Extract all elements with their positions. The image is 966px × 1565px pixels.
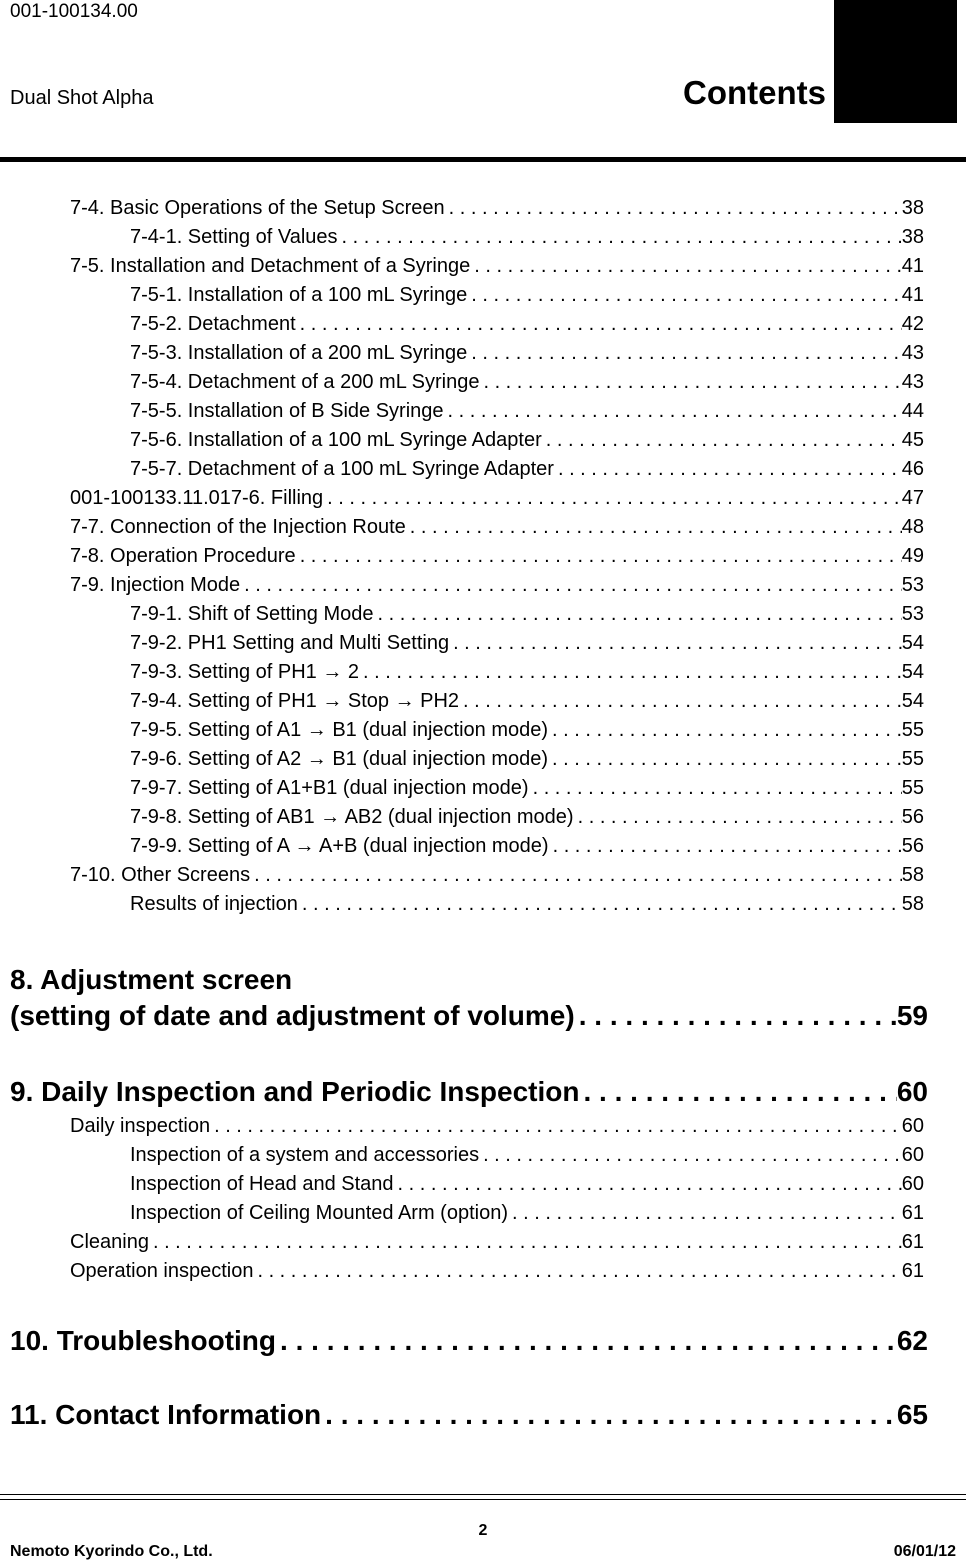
- toc-entry-title: 7-5-6. Installation of a 100 mL Syringe Adapter: [130, 429, 542, 451]
- toc-entry-page: 41: [901, 255, 924, 277]
- toc-dot-leader: [210, 1115, 902, 1138]
- toc-entry: [70, 516, 924, 539]
- toc-entry: [70, 1260, 924, 1283]
- toc-entry-title: 7-9-8. Setting of AB1 → AB2 (dual injection mode): [130, 806, 574, 828]
- toc-entry-title: 7-5-2. Detachment: [130, 313, 296, 335]
- toc-dot-leader: [149, 1231, 902, 1254]
- toc-entry-title: 7-7. Connection of the Injection Route: [70, 516, 406, 538]
- toc-dot-leader: [467, 284, 902, 307]
- toc-entry-page: 43: [901, 342, 924, 364]
- toc-entry: [130, 748, 924, 771]
- toc-entry-title: Inspection of Ceiling Mounted Arm (option): [130, 1202, 508, 1224]
- toc-entry: [130, 342, 924, 365]
- toc-entry: [130, 1202, 924, 1225]
- toc-entry-page: 62: [896, 1325, 928, 1356]
- toc-dot-leader: [444, 400, 902, 423]
- toc-entry: [130, 313, 924, 336]
- toc-dot-leader: [479, 1144, 902, 1167]
- toc-entry-page: 41: [901, 284, 924, 306]
- toc-dot-leader: [467, 342, 902, 365]
- toc-dot-leader: [240, 574, 902, 597]
- page-number: 2: [478, 1522, 488, 1539]
- toc-entry-title: 7-5-5. Installation of B Side Syringe: [130, 400, 444, 422]
- toc-dot-leader: [323, 487, 902, 510]
- toc-dot-leader: [508, 1202, 902, 1225]
- toc-entry-page: 65: [896, 1399, 928, 1430]
- toc-entry-page: 47: [901, 487, 924, 509]
- toc-dot-leader: [449, 632, 902, 655]
- toc-dot-leader: [296, 545, 902, 568]
- toc-entry-title: 7-8. Operation Procedure: [70, 545, 296, 567]
- toc-entry: [130, 777, 924, 800]
- toc-dot-leader: [298, 893, 902, 916]
- toc-entry: [130, 458, 924, 481]
- toc-entry-page: 48: [901, 516, 924, 538]
- toc-entry-title: 7-5-4. Detachment of a 200 mL Syringe: [130, 371, 480, 393]
- toc-entry: [130, 284, 924, 307]
- toc-entry-title: 7-9-3. Setting of PH1 → 2: [130, 661, 360, 683]
- toc-dot-leader: [250, 864, 902, 887]
- product-name: Dual Shot Alpha: [10, 87, 154, 109]
- toc-entry-page: 61: [901, 1202, 924, 1224]
- toc-entry-title: 001-100133.11.017-6. Filling: [70, 487, 324, 509]
- toc-entry-page: 61: [901, 1260, 924, 1282]
- toc-entry: [10, 1076, 928, 1108]
- toc-entry-title: 7-9-9. Setting of A → A+B (dual injection mode): [130, 835, 549, 857]
- toc-entry: [10, 964, 292, 996]
- document-date: 06/01/12: [893, 1543, 956, 1560]
- toc-entry-page: 60: [901, 1173, 924, 1195]
- toc-dot-leader: [470, 255, 902, 278]
- toc-entry: [130, 719, 924, 742]
- toc-entry: [10, 1000, 928, 1032]
- toc-entry-page: 54: [901, 690, 924, 712]
- toc-dot-leader: [574, 806, 902, 829]
- toc-entry-title: 7-5-7. Detachment of a 100 mL Syringe Adapter: [130, 458, 554, 480]
- toc-entry-page: 44: [901, 400, 924, 422]
- toc-entry-title: 7-9-4. Setting of PH1 → Stop → PH2: [130, 690, 460, 712]
- toc-entry-title: 9. Daily Inspection and Periodic Inspection: [10, 1076, 580, 1107]
- toc-dot-leader: [394, 1173, 902, 1196]
- toc-entry-page: 59: [896, 1000, 928, 1031]
- toc-entry-title: 10. Troubleshooting: [10, 1325, 277, 1356]
- toc-dot-leader: [459, 690, 902, 713]
- toc-entry: [130, 400, 924, 423]
- toc-dot-leader: [406, 516, 902, 539]
- toc-entry-page: 38: [901, 197, 924, 219]
- toc-entry: [130, 806, 924, 829]
- toc-entry: [130, 893, 924, 916]
- toc-entry-title: 7-4-1. Setting of Values: [130, 226, 338, 248]
- toc-entry: [70, 487, 924, 510]
- toc-entry: [130, 429, 924, 452]
- toc-dot-leader: [548, 748, 902, 771]
- toc-entry-page: 56: [901, 835, 924, 857]
- toc-entry-page: 55: [901, 719, 924, 741]
- toc-entry-page: 53: [901, 603, 924, 625]
- section-tab-marker: [834, 0, 957, 123]
- toc-entry-page: 60: [896, 1076, 928, 1107]
- toc-entry-page: 46: [901, 458, 924, 480]
- toc-entry-page: 42: [901, 313, 924, 335]
- toc-entry: [10, 1399, 928, 1431]
- toc-entry-title: 11. Contact Information: [10, 1399, 322, 1430]
- toc-entry-page: 38: [901, 226, 924, 248]
- footer-rule: [0, 1499, 966, 1500]
- toc-entry-title: Results of injection: [130, 893, 298, 915]
- toc-entry-title: 7-9-5. Setting of A1 → B1 (dual injection mode): [130, 719, 549, 741]
- toc-entry-title: 7-10. Other Screens: [70, 864, 251, 886]
- toc-dot-leader: [542, 429, 902, 452]
- toc-entry: [130, 661, 924, 684]
- toc-entry: [130, 1173, 924, 1196]
- toc-dot-leader: [549, 835, 902, 858]
- toc-entry-title: 7-9-1. Shift of Setting Mode: [130, 603, 374, 625]
- toc-entry-page: 56: [901, 806, 924, 828]
- toc-entry-page: 55: [901, 777, 924, 799]
- toc-entry: [70, 197, 924, 220]
- toc-entry: [130, 1144, 924, 1167]
- toc-entry-title: 7-5-3. Installation of a 200 mL Syringe: [130, 342, 468, 364]
- toc-entry-title: Inspection of Head and Stand: [130, 1173, 394, 1195]
- toc-entry-page: 58: [901, 893, 924, 915]
- toc-entry: [70, 1115, 924, 1138]
- header-rule: [0, 157, 966, 162]
- toc-entry-title: Daily inspection: [70, 1115, 211, 1137]
- footer-rule: [0, 1494, 966, 1495]
- toc-dot-leader: [359, 661, 902, 684]
- toc-dot-leader: [548, 719, 902, 742]
- toc-entry-title: 7-5-1. Installation of a 100 mL Syringe: [130, 284, 468, 306]
- toc-entry-page: 54: [901, 661, 924, 683]
- toc-entry: [70, 1231, 924, 1254]
- section-title: Contents: [683, 74, 826, 111]
- toc-entry-page: 60: [901, 1115, 924, 1137]
- toc-entry-page: 61: [901, 1231, 924, 1253]
- toc-entry: [130, 226, 924, 249]
- toc-entry-title: 7-9-6. Setting of A2 → B1 (dual injection mode): [130, 748, 549, 770]
- toc-entry-title: 7-5. Installation and Detachment of a Syringe: [70, 255, 471, 277]
- toc-entry-title: Inspection of a system and accessories: [130, 1144, 480, 1166]
- toc-entry-page: 54: [901, 632, 924, 654]
- toc-entry: [10, 1325, 928, 1357]
- toc-dot-leader: [575, 1000, 897, 1032]
- company-name: Nemoto Kyorindo Co., Ltd.: [10, 1543, 213, 1560]
- toc-dot-leader: [338, 226, 902, 249]
- toc-entry-page: 45: [901, 429, 924, 451]
- toc-entry-page: 49: [901, 545, 924, 567]
- toc-entry-title: 7-9-2. PH1 Setting and Multi Setting: [130, 632, 450, 654]
- toc-dot-leader: [253, 1260, 901, 1283]
- toc-entry-page: 53: [901, 574, 924, 596]
- toc-entry-title: 8. Adjustment screen: [10, 964, 293, 995]
- toc-dot-leader: [321, 1399, 897, 1431]
- toc-dot-leader: [579, 1076, 896, 1108]
- toc-entry: [130, 603, 924, 626]
- toc-entry-page: 58: [901, 864, 924, 886]
- toc-dot-leader: [276, 1325, 897, 1357]
- toc-entry-title: 7-4. Basic Operations of the Setup Screen: [70, 197, 445, 219]
- toc-entry: [70, 864, 924, 887]
- toc-entry: [130, 371, 924, 394]
- toc-entry-page: 43: [901, 371, 924, 393]
- toc-entry-title: Cleaning: [70, 1231, 149, 1253]
- toc-entry: [130, 690, 924, 713]
- toc-dot-leader: [296, 313, 902, 336]
- toc-dot-leader: [529, 777, 902, 800]
- toc-entry-title: Operation inspection: [70, 1260, 254, 1282]
- document-number: 001-100134.00: [10, 1, 138, 22]
- toc-entry: [130, 632, 924, 655]
- toc-entry-title: 7-9-7. Setting of A1+B1 (dual injection mode): [130, 777, 529, 799]
- toc-dot-leader: [373, 603, 901, 626]
- toc-entry: [70, 255, 924, 278]
- toc-entry-page: 55: [901, 748, 924, 770]
- toc-entry: [70, 545, 924, 568]
- toc-entry: [130, 835, 924, 858]
- toc-entry: [70, 574, 924, 597]
- toc-dot-leader: [479, 371, 901, 394]
- toc-entry-page: 60: [901, 1144, 924, 1166]
- toc-dot-leader: [554, 458, 902, 481]
- toc-entry-title: 7-9. Injection Mode: [70, 574, 241, 596]
- toc-dot-leader: [445, 197, 902, 220]
- toc-entry-title: (setting of date and adjustment of volume): [10, 1000, 575, 1031]
